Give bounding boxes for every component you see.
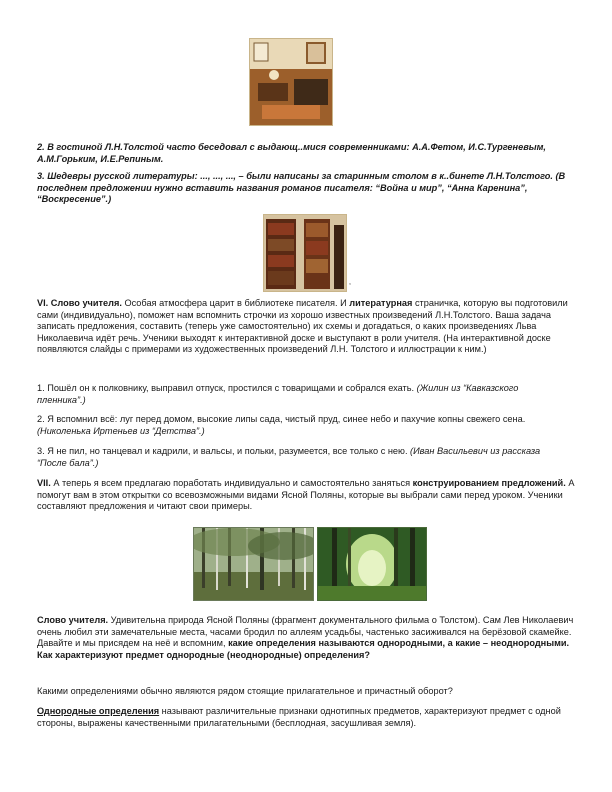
- section-6-paragraph: VI. Слово учителя. Особая атмосфера царит в библиотеке писателя. И литературная страничка, которую вы подготовили сами (индивидуально), поможет нам вспомнить строчки из хорошо известных произведений Л.Н.Толстого. Ваша задача записать предложения, составить (теперь уже самостоятельно) их схемы и догадаться, о каких произведениях Льва Николаевича идёт речь. Ученики выходят к интерактивной доске и выступают в роли учителя. (На интерактивной доске появляются слайды с примерами из художественных произведений Л.Н. Толстого и иллюстрации к ним.): [37, 298, 568, 355]
- section-6-bold: литературная: [349, 298, 413, 308]
- example-3-source: (Иван Васильевич из рассказа “После бала”.): [37, 446, 541, 468]
- section-6-heading: VI. Слово учителя.: [37, 298, 122, 308]
- section-7-paragraph: VII. А теперь я всем предлагаю поработать индивидуально и самостоятельно заняться конструированием предложений. А помогут вам в этом открытки со всевозможными видами Ясной Поляны, которые вы выбрали сами перед уроком. Ученики составляют предложения и читают свои примеры.: [37, 478, 575, 512]
- teacher-word-paragraph: Слово учителя. Удивительна природа Ясной Поляны (фрагмент документального фильма о Толстом). Сам Лев Николаевич очень любил эти замечательные места, часами бродил по аллеям усадьбы, частенько засиживался на берёзовой скамейке. Давайте и мы присядем на неё и вспомним, какие определения называются однородными, а какие – неоднородными. Как характеризуют предмет однородные (неоднородные) определения?: [37, 615, 574, 660]
- section-7-number: VII.: [37, 478, 51, 488]
- forest-photo-left: [193, 527, 314, 601]
- teacher-word-heading: Слово учителя.: [37, 615, 109, 625]
- example-2-source: (Николенька Иртеньев из “Детства”.): [37, 425, 205, 436]
- teacher-word-bold: какие определения называются однородными, а какие – неоднородными. Как характеризуют предмет однородные (неоднородные) определения?: [37, 638, 570, 660]
- section-7-bold: конструированием предложений.: [412, 478, 566, 488]
- library-photo: [263, 214, 347, 292]
- example-3: 3. Я не пил, но танцевал и кадрили, и вальсы, и польки, разумеется, все только с нею. (Иван Васильевич из рассказа “После бала”.): [37, 446, 541, 468]
- question-text: Какими определениями обычно являются рядом стоящие прилагательное и причастный оборот?: [37, 686, 453, 696]
- definition-paragraph: Однородные определения называют различительные признаки однотипных предметов, характеризуют предмет с одной стороны, выражены качественными прилагательными (бесплодная, засушливая земля).: [37, 706, 561, 728]
- forest-photo-right: [317, 527, 427, 601]
- exercise-sentence-2: 2. В гостиной Л.Н.Толстой часто беседовал с выдающ..мися современниками: А.А.Фетом, И.С.Тургеневым, А.М.Горьким, И.Е.Репиным.: [37, 142, 546, 164]
- definition-term: Однородные определения: [37, 706, 160, 716]
- stray-mark: ,: [349, 279, 351, 286]
- example-1: 1. Пошёл он к полковнику, выправил отпуск, простился с товарищами и собрался ехать. (Жилин из “Кавказского пленника”.): [37, 383, 519, 405]
- living-room-photo: [249, 38, 333, 126]
- exercise-sentence-3: 3. Шедевры русской литературы: ..., ..., ..., – были написаны за старинным столом в к..бинете Л.Н.Толстого. (В последнем предложении нужно вставить названия романов писателя: “Война и мир”, “Анна Каренина”, “Воскресение”.): [37, 171, 566, 205]
- example-1-source: (Жилин из “Кавказского пленника”.): [37, 383, 519, 405]
- example-2: 2. Я вспомнил всё: луг перед домом, высокие липы сада, чистый пруд, синее небо и пахучие копны свежего сена. (Николенька Иртеньев из “Детства”.): [37, 414, 526, 436]
